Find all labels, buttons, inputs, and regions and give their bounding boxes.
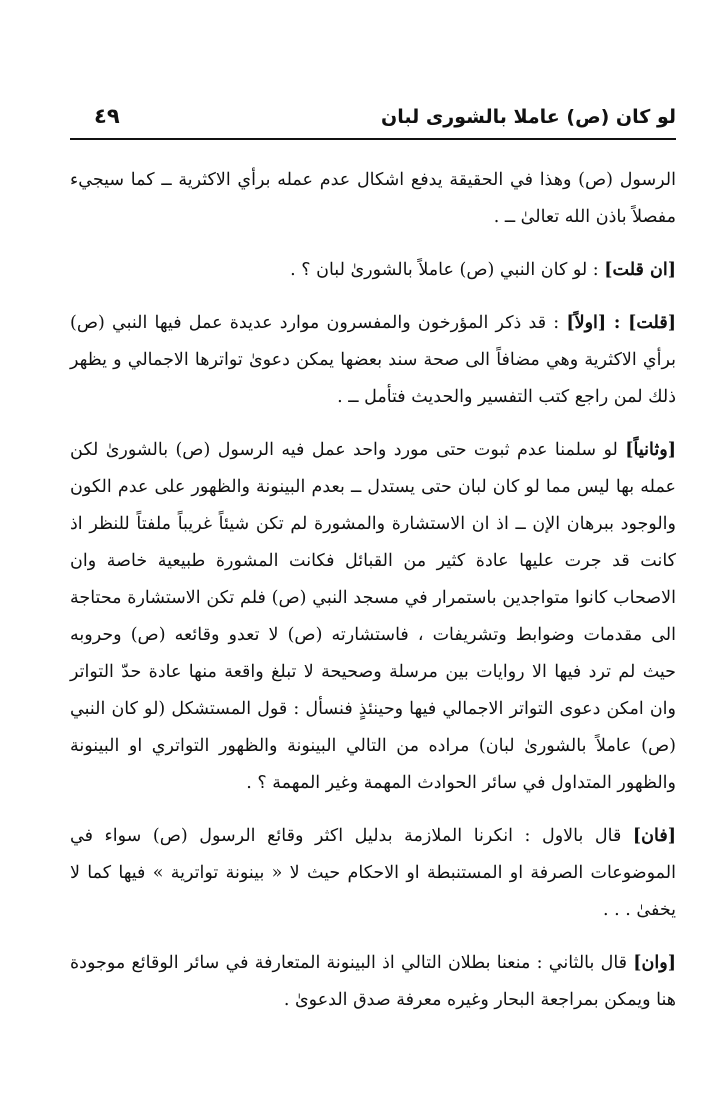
paragraph-label: [ان قلت] (604, 260, 676, 280)
paragraph (70, 945, 676, 1019)
book-page (70, 96, 676, 1035)
page-number: ٤٩ (94, 104, 120, 128)
paragraph-label: [فان] (632, 826, 676, 846)
paragraph (70, 818, 676, 929)
paragraph-text: قال بالثاني : منعنا بطلان التالي اذ البينونة المتعارفة في سائر الوقائع موجودة هنا ويمكن بمراجعة البحار وغيره معرفة صدق الدعوىٰ . (70, 953, 676, 1010)
paragraph-text: لو سلمنا عدم ثبوت حتى مورد واحد عمل فيه الرسول (ص) بالشورىٰ لكن عمله بها ليس مما لو كان لبان حتى يستدل ــ بعدم البينونة والظهور على عدم الكون والوجود ببرهان الإن ــ اذ ان الاستشارة والمشورة لم تكن شيئاً غريباً ملفتاً للنظر اذ كانت قد جرت عليها عادة كثير من القبائل فكانت المشورة طبيعية خاصة وان الاصحاب كانوا متواجدين باستمرار في مسجد النبي (ص) فلم تكن الاستشارة محتاجة الى مقدمات وضوابط وتشريفات ، فاستشارته (ص) لا تعدو وقائعه (ص) وحروبه حيث لم ترد فيها الا روايات بين مرسلة وصحيحة لا تبلغ واقعة منها عادة حدّ التواتر وان امكن دعوى التواتر الاجمالي فيها وحينئذٍ فنسأل : قول المستشكل (لو كان النبي (ص) عاملاً بالشورىٰ لبان) مراده من التالي البينونة والظهور التواتري او البينونة والظهور المتداول في سائر الحوادث المهمة وغير المهمة ؟ . (70, 440, 676, 793)
paragraph (70, 305, 676, 416)
running-title: لو كان (ص) عاملا بالشورى لبان (381, 106, 676, 128)
paragraph-label: [وثانياً] (625, 440, 676, 460)
paragraph (70, 252, 676, 289)
paragraph (70, 162, 676, 236)
page-header (70, 96, 676, 140)
paragraph-label: [قلت] : [اولاً] (566, 313, 676, 333)
paragraph-text: : لو كان النبي (ص) عاملاً بالشورىٰ لبان ؟ . (290, 260, 599, 280)
paragraph-text: الرسول (ص) وهذا في الحقيقة يدفع اشكال عدم عمله برأي الاكثرية ــ كما سيجيء مفصلاً باذن الله تعالىٰ ــ . (70, 170, 676, 227)
paragraph-text: قال بالاول : انكرنا الملازمة بدليل اكثر وقائع الرسول (ص) سواء في الموضوعات الصرفة او المستنبطة او الاحكام حيث لا « بينونة تواترية » فيها كما لا يخفىٰ . . . (70, 826, 676, 920)
paragraph-text: : قد ذكر المؤرخون والمفسرون موارد عديدة عمل فيها النبي (ص) برأي الاكثرية وهي مضافاً الى صحة سند بعضها يمكن دعوىٰ تواترها الاجمالي و يظهر ذلك لمن راجع كتب التفسير والحديث فتأمل ــ . (70, 313, 676, 407)
paragraph-label: [وان] (633, 953, 676, 973)
paragraph (70, 432, 676, 802)
